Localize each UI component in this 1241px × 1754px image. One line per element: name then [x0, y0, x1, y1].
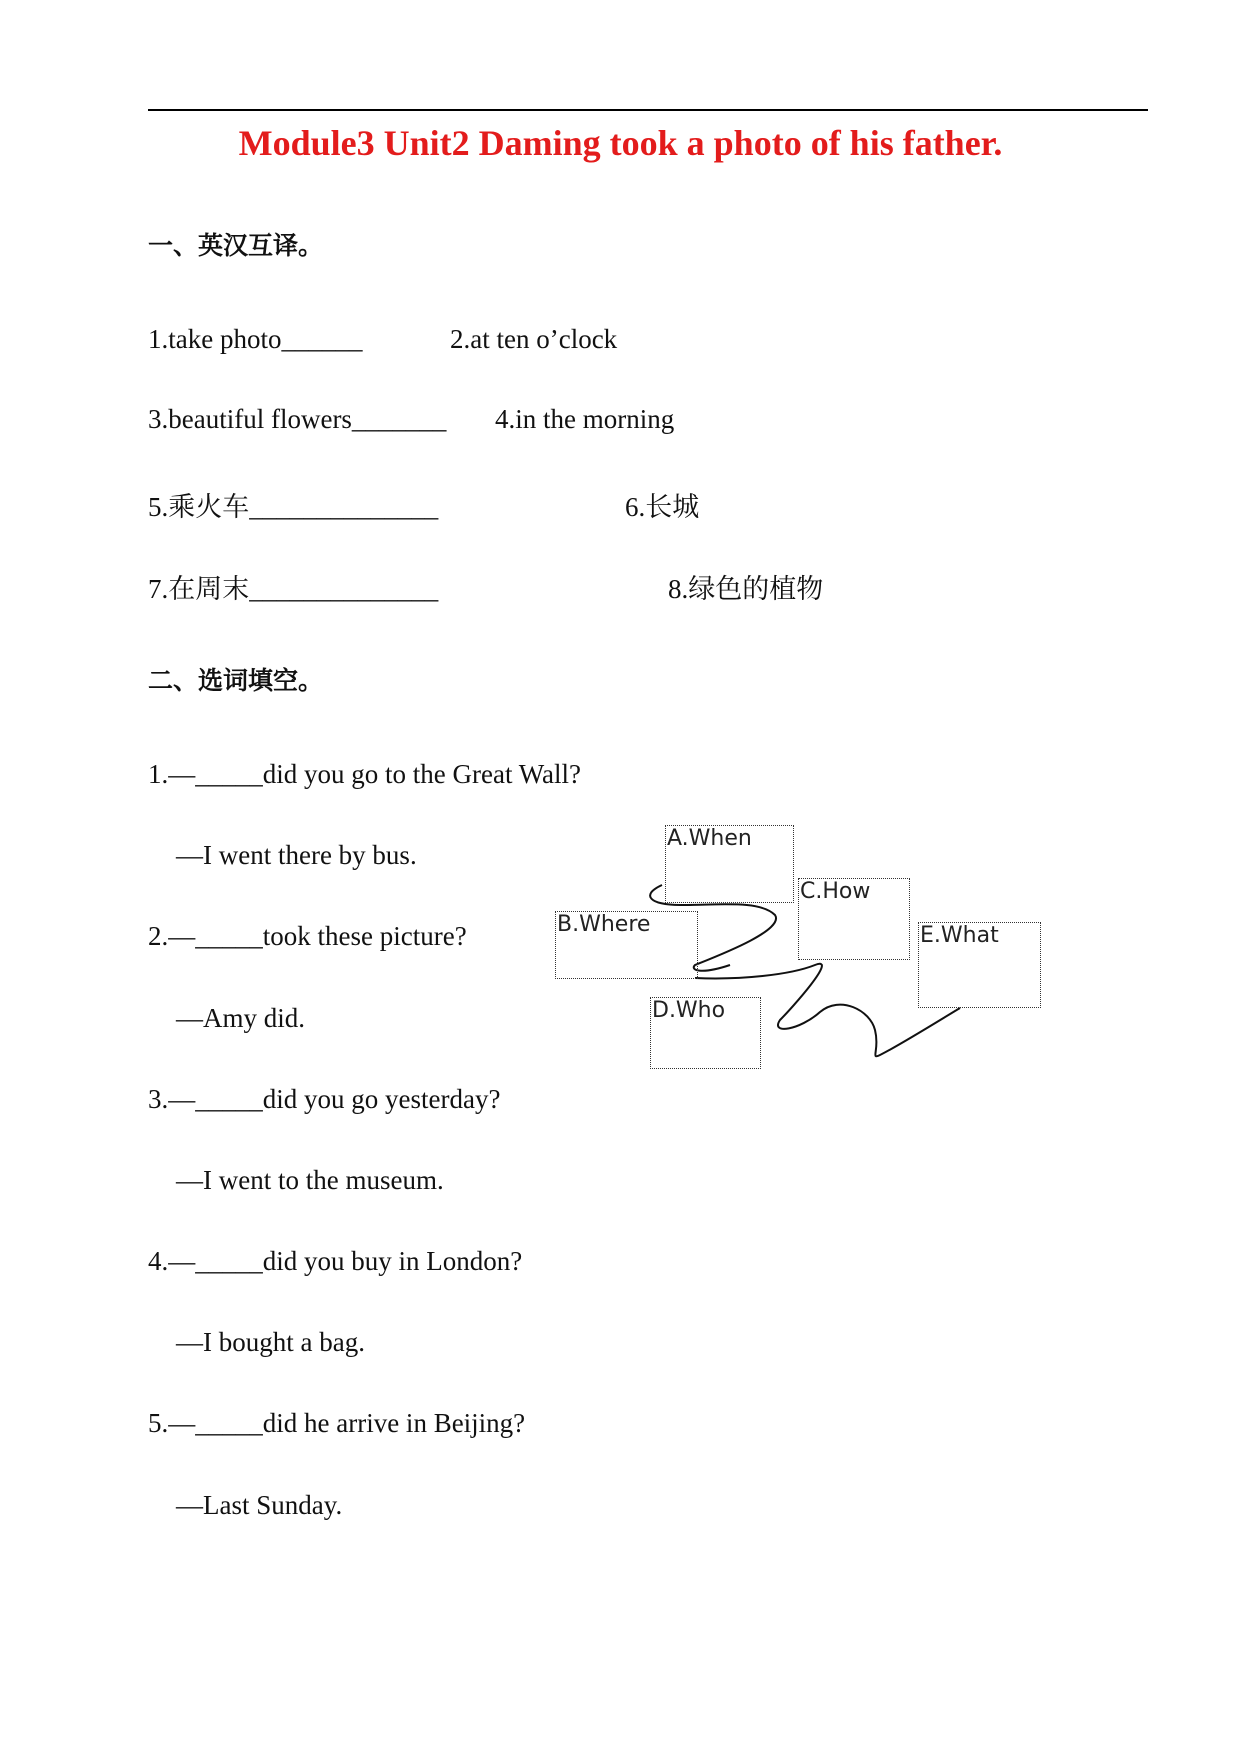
- option-box-d: [650, 997, 761, 1069]
- translation-item-5: 5.乘火车______________: [148, 492, 439, 522]
- translation-item-3: 3.beautiful flowers_______: [148, 404, 447, 434]
- translation-item-8: 8.绿色的植物: [668, 574, 824, 604]
- option-box-a: [665, 825, 794, 903]
- section-1-heading: 一、英汉互译。: [148, 231, 324, 260]
- option-label-b: B.Where: [557, 912, 651, 937]
- option-box-b: [555, 911, 698, 979]
- section-2-heading: 二、选词填空。: [148, 666, 324, 695]
- question-4: 4.—_____did you buy in London?: [148, 1246, 523, 1276]
- option-label-a: A.When: [667, 826, 752, 851]
- translation-item-4: 4.in the morning: [495, 404, 675, 434]
- option-box-e: [918, 922, 1041, 1008]
- translation-item-2: 2.at ten o’clock: [450, 324, 618, 354]
- answer-5: —Last Sunday.: [176, 1490, 343, 1520]
- translation-item-7: 7.在周末______________: [148, 574, 439, 604]
- answer-3: —I went to the museum.: [176, 1165, 444, 1195]
- answer-4: —I bought a bag.: [176, 1327, 365, 1357]
- option-label-c: C.How: [800, 879, 871, 904]
- answer-2: —Amy did.: [176, 1003, 306, 1033]
- page-title: Module3 Unit2 Daming took a photo of his father.: [238, 123, 1003, 163]
- option-box-c: [798, 878, 910, 960]
- answer-1: —I went there by bus.: [176, 840, 417, 870]
- question-5: 5.—_____did he arrive in Beijing?: [148, 1408, 526, 1438]
- option-label-d: D.Who: [652, 998, 726, 1023]
- option-label-e: E.What: [920, 923, 999, 948]
- question-1: 1.—_____did you go to the Great Wall?: [148, 759, 582, 789]
- question-3: 3.—_____did you go yesterday?: [148, 1084, 501, 1114]
- question-2: 2.—_____took these picture?: [148, 921, 467, 951]
- translation-item-6: 6.长城: [625, 492, 700, 522]
- translation-item-1: 1.take photo______: [148, 324, 363, 354]
